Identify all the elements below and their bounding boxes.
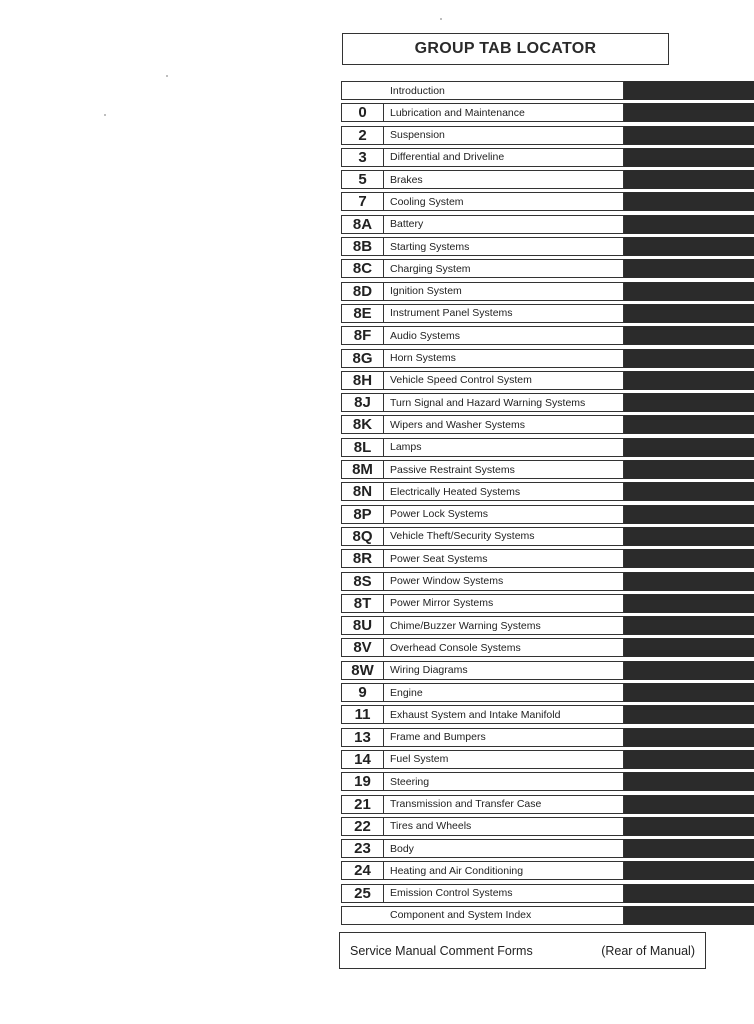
tab-group-number: 14 (342, 751, 384, 768)
tab-group-number: 3 (342, 149, 384, 166)
tab-group-number: 19 (342, 773, 384, 790)
tab-edge-marker[interactable] (624, 906, 754, 925)
tab-group-number: 8U (342, 617, 384, 634)
tab-row[interactable] (341, 616, 754, 638)
tab-cell[interactable] (341, 906, 624, 925)
tab-edge-marker[interactable] (624, 772, 754, 791)
tab-group-number: 9 (342, 684, 384, 701)
tab-row[interactable] (341, 527, 754, 549)
tab-group-title: Turn Signal and Hazard Warning Systems (390, 396, 586, 409)
tab-row[interactable] (341, 594, 754, 616)
paper-speck (440, 18, 442, 20)
tab-row[interactable] (341, 772, 754, 794)
tab-row[interactable] (341, 884, 754, 906)
tab-edge-marker[interactable] (624, 192, 754, 211)
tab-edge-marker[interactable] (624, 572, 754, 591)
tab-cell[interactable] (341, 683, 624, 702)
tab-edge-marker[interactable] (624, 839, 754, 858)
tab-group-title: Transmission and Transfer Case (390, 798, 542, 810)
tab-cell[interactable] (341, 170, 624, 189)
tab-row[interactable] (341, 349, 754, 371)
comment-forms-label: Service Manual Comment Forms (350, 943, 533, 958)
tab-edge-marker[interactable] (624, 215, 754, 234)
tab-cell[interactable] (341, 661, 624, 680)
tab-cell[interactable] (341, 505, 624, 524)
tab-edge-marker[interactable] (624, 393, 754, 412)
tab-cell[interactable] (341, 126, 624, 145)
tab-cell[interactable] (341, 349, 624, 368)
tab-group-title: Starting Systems (390, 240, 470, 253)
tab-group-title: Tires and Wheels (390, 820, 472, 833)
tab-edge-marker[interactable] (624, 170, 754, 189)
tab-group-number: 8H (342, 372, 384, 389)
tab-edge-marker[interactable] (624, 549, 754, 568)
tab-cell[interactable] (341, 282, 624, 301)
tab-edge-marker[interactable] (624, 728, 754, 747)
tab-edge-marker[interactable] (624, 415, 754, 434)
tab-edge-marker[interactable] (624, 126, 754, 145)
tab-group-title: Power Mirror Systems (390, 597, 494, 610)
tab-group-title: Power Window Systems (390, 575, 504, 588)
tab-group-number: 11 (342, 706, 384, 723)
tab-group-number: 8A (342, 216, 384, 233)
tab-row[interactable] (341, 661, 754, 683)
tab-cell[interactable] (341, 795, 624, 814)
tab-group-title: Vehicle Theft/Security Systems (390, 530, 535, 543)
tab-group-title: Engine (390, 686, 423, 699)
tab-row[interactable] (341, 192, 754, 214)
tab-edge-marker[interactable] (624, 705, 754, 724)
tab-row[interactable] (341, 795, 754, 817)
tab-row[interactable] (341, 81, 754, 103)
tab-group-number: 8M (342, 461, 384, 478)
tab-cell[interactable] (341, 103, 624, 122)
tab-edge-marker[interactable] (624, 594, 754, 613)
tab-group-number: 8W (342, 662, 384, 679)
tab-group-number: 8G (342, 350, 384, 367)
tab-group-number: 24 (342, 862, 384, 879)
tab-edge-marker[interactable] (624, 750, 754, 769)
tab-group-number: 8K (342, 416, 384, 433)
tab-cell[interactable] (341, 482, 624, 501)
tab-cell[interactable] (341, 861, 624, 880)
tab-cell[interactable] (341, 259, 624, 278)
tab-group-number (342, 82, 384, 99)
tab-cell[interactable] (341, 371, 624, 390)
tab-edge-marker[interactable] (624, 304, 754, 323)
tab-group-number: 21 (342, 796, 384, 813)
tab-row[interactable] (341, 393, 754, 415)
tab-cell[interactable] (341, 728, 624, 747)
tab-cell[interactable] (341, 81, 624, 100)
tab-row[interactable] (341, 259, 754, 281)
tab-group-number: 8V (342, 639, 384, 656)
tab-group-number: 13 (342, 729, 384, 746)
tab-edge-marker[interactable] (624, 817, 754, 836)
tab-group-title: Suspension (390, 129, 445, 142)
tab-cell[interactable] (341, 594, 624, 613)
tab-cell[interactable] (341, 884, 624, 903)
tab-group-number: 8F (342, 327, 384, 344)
tab-group-number: 8L (342, 439, 384, 456)
tab-edge-marker[interactable] (624, 460, 754, 479)
tab-group-title: Overhead Console Systems (390, 641, 521, 654)
tab-row[interactable] (341, 505, 754, 527)
tab-row[interactable] (341, 371, 754, 393)
tab-cell[interactable] (341, 839, 624, 858)
tab-group-title: Charging System (390, 262, 471, 275)
tab-row[interactable] (341, 705, 754, 727)
tab-edge-marker[interactable] (624, 638, 754, 657)
tab-row[interactable] (341, 817, 754, 839)
tab-group-number: 8T (342, 595, 384, 612)
tab-cell[interactable] (341, 438, 624, 457)
tab-cell[interactable] (341, 415, 624, 434)
tab-group-title: Audio Systems (390, 329, 461, 342)
tab-edge-marker[interactable] (624, 861, 754, 880)
tab-row[interactable] (341, 237, 754, 259)
tab-row[interactable] (341, 415, 754, 437)
tab-group-title: Lubrication and Maintenance (390, 106, 525, 119)
tab-edge-marker[interactable] (624, 81, 754, 100)
tab-row[interactable] (341, 103, 754, 125)
tab-edge-marker[interactable] (624, 259, 754, 278)
comment-forms-box (339, 932, 706, 969)
tab-group-number: 8E (342, 305, 384, 322)
tab-row[interactable] (341, 282, 754, 304)
tab-edge-marker[interactable] (624, 148, 754, 167)
tab-row[interactable] (341, 148, 754, 170)
tab-row[interactable] (341, 638, 754, 660)
tab-cell[interactable] (341, 393, 624, 412)
tab-group-title: Brakes (390, 173, 423, 186)
tab-group-title: Wiring Diagrams (390, 664, 468, 677)
tab-row[interactable] (341, 460, 754, 482)
tab-group-number: 8P (342, 506, 384, 523)
tab-cell[interactable] (341, 616, 624, 635)
tab-cell[interactable] (341, 237, 624, 256)
tab-group-title: Vehicle Speed Control System (390, 374, 532, 387)
tab-group-title: Lamps (390, 441, 422, 454)
tab-group-number: 7 (342, 193, 384, 210)
tab-edge-marker[interactable] (624, 237, 754, 256)
tab-group-number: 8Q (342, 528, 384, 545)
tab-group-title: Horn Systems (390, 352, 456, 365)
tab-cell[interactable] (341, 772, 624, 791)
tab-cell[interactable] (341, 638, 624, 657)
tab-row[interactable] (341, 861, 754, 883)
tab-edge-marker[interactable] (624, 683, 754, 702)
tab-group-title: Exhaust System and Intake Manifold (390, 708, 561, 721)
page-title: GROUP TAB LOCATOR (342, 33, 669, 65)
tab-group-title: Power Lock Systems (390, 508, 489, 521)
tab-group-title: Component and System Index (390, 909, 532, 922)
tab-group-title: Chime/Buzzer Warning Systems (390, 619, 541, 632)
tab-row[interactable] (341, 438, 754, 460)
tab-group-number: 0 (342, 104, 384, 121)
tab-cell[interactable] (341, 326, 624, 345)
tab-edge-marker[interactable] (624, 884, 754, 903)
tab-group-number: 25 (342, 885, 384, 902)
tab-group-number: 8S (342, 573, 384, 590)
tab-cell[interactable] (341, 215, 624, 234)
tab-edge-marker[interactable] (624, 482, 754, 501)
tab-edge-marker[interactable] (624, 438, 754, 457)
tab-group-number: 22 (342, 818, 384, 835)
tab-row[interactable] (341, 572, 754, 594)
tab-group-title: Passive Restraint Systems (390, 463, 515, 476)
tab-edge-marker[interactable] (624, 795, 754, 814)
paper-speck (166, 75, 168, 77)
tab-group-title: Battery (390, 218, 424, 231)
tab-row[interactable] (341, 728, 754, 750)
tab-row[interactable] (341, 126, 754, 148)
tab-group-title: Steering (390, 775, 430, 788)
tab-edge-marker[interactable] (624, 616, 754, 635)
tab-group-number: 8J (342, 394, 384, 411)
tab-group-title: Wipers and Washer Systems (390, 418, 525, 431)
tab-edge-marker[interactable] (624, 527, 754, 546)
tab-edge-marker[interactable] (624, 103, 754, 122)
tab-group-number (342, 907, 384, 924)
tab-cell[interactable] (341, 549, 624, 568)
tab-cell[interactable] (341, 192, 624, 211)
group-tab-list (341, 81, 754, 928)
tab-group-number: 8R (342, 550, 384, 567)
tab-cell[interactable] (341, 572, 624, 591)
tab-group-title: Frame and Bumpers (390, 731, 486, 744)
tab-group-title: Electrically Heated Systems (390, 485, 521, 498)
tab-edge-marker[interactable] (624, 371, 754, 390)
tab-cell[interactable] (341, 527, 624, 546)
tab-cell[interactable] (341, 750, 624, 769)
tab-cell[interactable] (341, 148, 624, 167)
tab-group-title: Instrument Panel Systems (390, 307, 513, 320)
tab-row[interactable] (341, 906, 754, 928)
tab-group-number: 8B (342, 238, 384, 255)
tab-edge-marker[interactable] (624, 349, 754, 368)
tab-group-title: Power Seat Systems (390, 552, 488, 565)
tab-row[interactable] (341, 304, 754, 326)
tab-group-title: Differential and Driveline (390, 151, 505, 164)
tab-group-number: 8N (342, 483, 384, 500)
tab-row[interactable] (341, 326, 754, 348)
tab-edge-marker[interactable] (624, 326, 754, 345)
tab-cell[interactable] (341, 460, 624, 479)
tab-row[interactable] (341, 549, 754, 571)
paper-speck (104, 114, 106, 116)
tab-cell[interactable] (341, 817, 624, 836)
tab-cell[interactable] (341, 705, 624, 724)
tab-row[interactable] (341, 839, 754, 861)
tab-group-title: Fuel System (390, 753, 449, 766)
tab-group-number: 2 (342, 127, 384, 144)
tab-edge-marker[interactable] (624, 505, 754, 524)
tab-row[interactable] (341, 170, 754, 192)
tab-group-number: 5 (342, 171, 384, 188)
tab-group-number: 8D (342, 283, 384, 300)
tab-edge-marker[interactable] (624, 282, 754, 301)
tab-group-title: Cooling System (390, 195, 464, 208)
tab-group-title: Body (390, 842, 414, 855)
comment-forms-location: (Rear of Manual) (601, 943, 695, 958)
tab-row[interactable] (341, 482, 754, 504)
tab-edge-marker[interactable] (624, 661, 754, 680)
tab-group-title: Heating and Air Conditioning (390, 864, 524, 877)
tab-group-number: 23 (342, 840, 384, 857)
tab-row[interactable] (341, 683, 754, 705)
tab-group-title: Ignition System (390, 285, 462, 298)
tab-group-title: Introduction (390, 84, 445, 97)
tab-group-title: Emission Control Systems (390, 887, 513, 900)
tab-cell[interactable] (341, 304, 624, 323)
tab-row[interactable] (341, 750, 754, 772)
tab-group-number: 8C (342, 260, 384, 277)
tab-row[interactable] (341, 215, 754, 237)
